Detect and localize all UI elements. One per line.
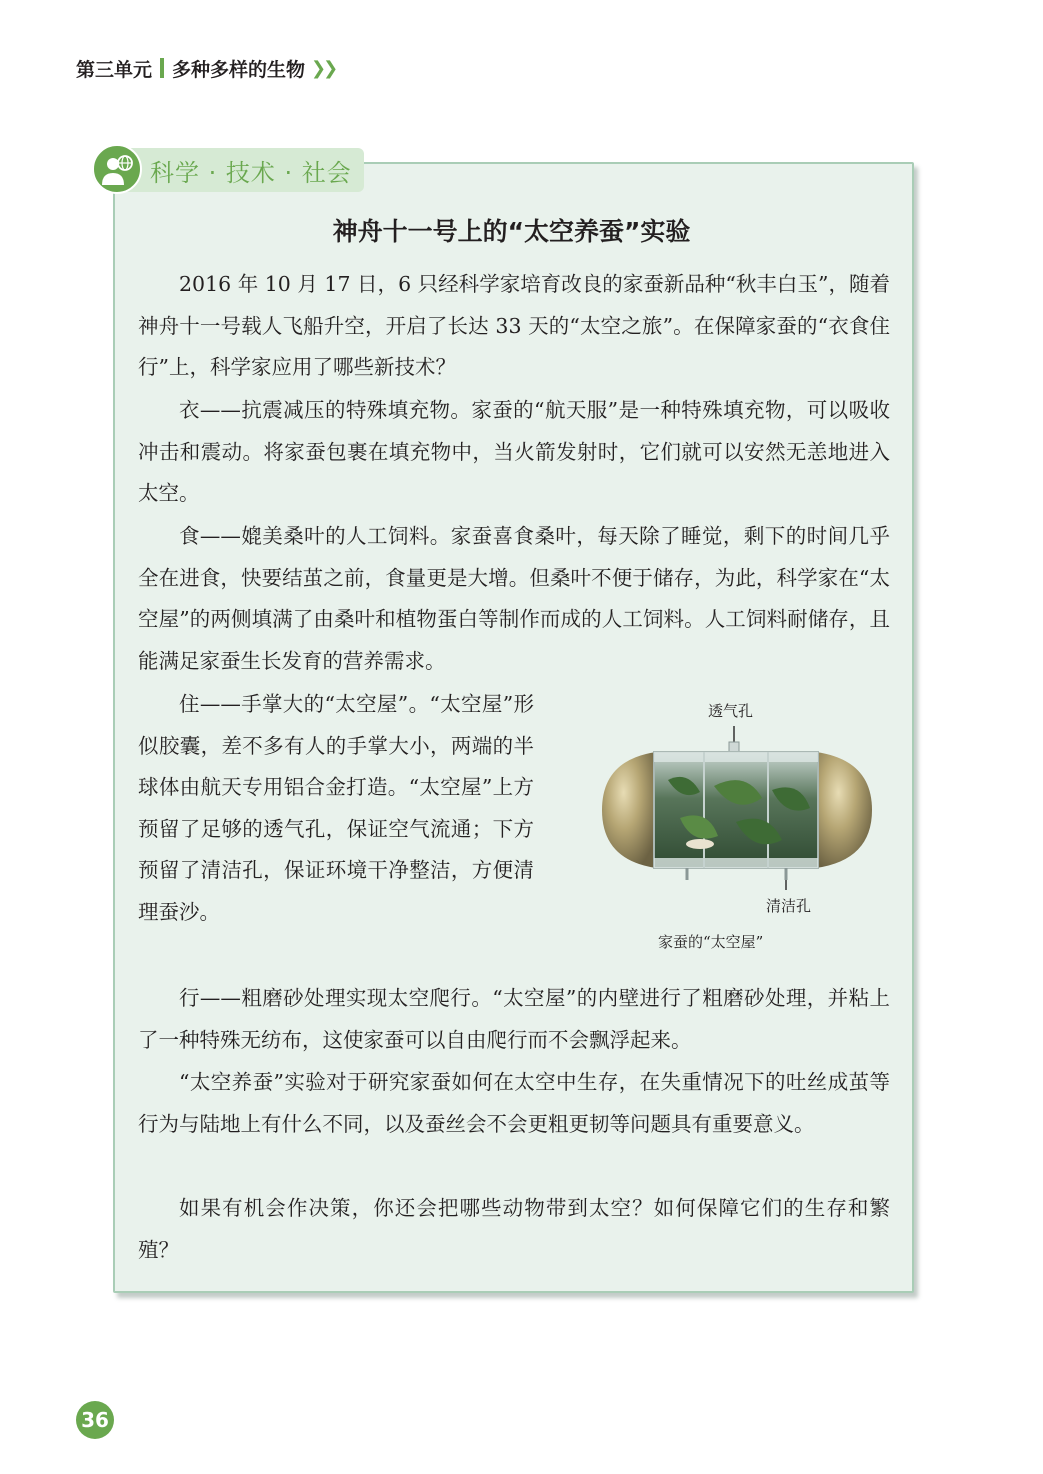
article-title: 神舟十一号上的“太空养蚕”实验 (332, 217, 691, 246)
double-chevron-icon: ❯❯ (311, 57, 336, 79)
running-header (76, 53, 335, 83)
section-tag-label: 科学 · 技术 · 社会 (150, 159, 352, 187)
paragraph-question: 如果有机会作决策，你还会把哪些动物带到太空？如何保障它们的生存和繁殖？ (138, 1196, 890, 1262)
header-divider (160, 58, 164, 78)
paragraph-housing: 住——手掌大的“太空屋”。“太空屋”形似胶囊，差不多有人的手掌大小，两端的半球体由航天专用铝合金打造。“太空屋”上方预留了足够的透气孔，保证空气流通；下方预留了清洁孔，保证环境干净整洁，方便清理蚕沙。 (138, 692, 534, 924)
page-number: 36 (76, 1401, 114, 1439)
unit-topic: 多种多样的生物 (172, 58, 306, 81)
paragraph-food: 食——媲美桑叶的人工饲料。家蚕喜食桑叶，每天除了睡觉，剩下的时间几乎全在进食，快要结茧之前，食量更是大增。但桑叶不便于储存，为此，科学家在“太空屋”的两侧填满了由桑叶和植物蛋白等制作而成的人工饲料。人工饲料耐储存，且能满足家蚕生长发育的营养需求。 (138, 524, 890, 673)
cleaning-hole-label: 清洁孔 (766, 897, 812, 915)
paragraph-clothing: 衣——抗震减压的特殊填充物。家蚕的“航天服”是一种特殊填充物，可以吸收冲击和震动。将家蚕包裹在填充物中，当火箭发射时，它们就可以安然无恙地进入太空。 (138, 398, 890, 505)
space-house-figure (596, 690, 886, 960)
paragraph-movement: 行——粗磨砂处理实现太空爬行。“太空屋”的内壁进行了粗磨砂处理，并粘上了一种特殊无纺布，这使家蚕可以自由爬行而不会飘浮起来。 (138, 986, 890, 1052)
space-capsule-illustration (596, 690, 886, 960)
person-globe-icon (92, 144, 142, 194)
paragraph-intro: 2016 年 10 月 17 日，6 只经科学家培育改良的家蚕新品种“秋丰白玉”，随着神舟十一号载人飞船升空，开启了长达 33 天的“太空之旅”。在保障家蚕的“衣食住行”上，科学家应用了哪些新技术？ (138, 272, 890, 379)
vent-hole-label: 透气孔 (708, 702, 754, 720)
figure-caption: 家蚕的“太空屋” (658, 933, 764, 951)
unit-label: 第三单元 (76, 58, 153, 81)
paragraph-significance: “太空养蚕”实验对于研究家蚕如何在太空中生存，在失重情况下的吐丝成茧等行为与陆地上有什么不同，以及蚕丝会不会更粗更韧等问题具有重要意义。 (138, 1070, 890, 1136)
